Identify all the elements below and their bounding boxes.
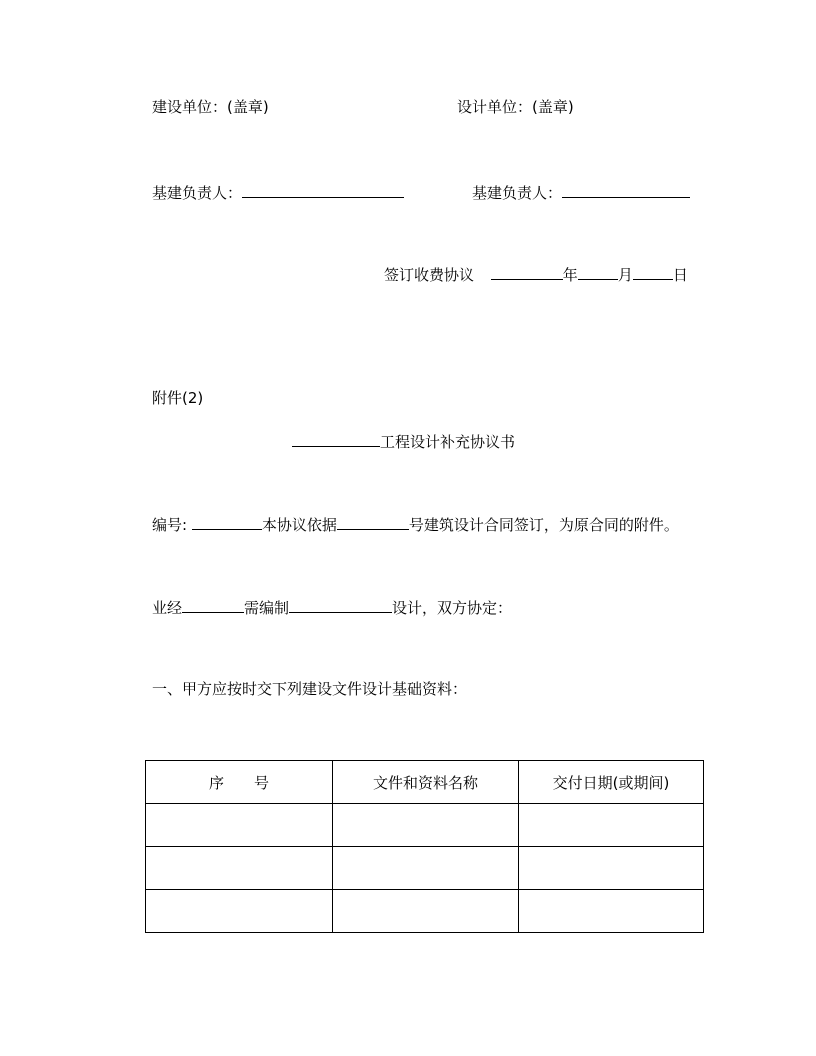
column-header-delivery-date: 交付日期(或期间) — [519, 761, 704, 804]
party-b-person-label: 基建负责人： — [472, 184, 563, 202]
party-a-person-label: 基建负责人： — [152, 184, 243, 202]
design-type-blank[interactable] — [289, 596, 392, 613]
party-b-seal-label: 设计单位：(盖章) — [457, 98, 574, 116]
sign-month-blank[interactable] — [578, 263, 618, 280]
table-row — [146, 804, 704, 847]
approval-blank[interactable] — [182, 596, 244, 613]
number-label: 编号: — [152, 516, 188, 534]
table-cell[interactable] — [519, 804, 704, 847]
project-name-blank[interactable] — [292, 430, 380, 447]
column-header-doc-name: 文件和资料名称 — [333, 761, 519, 804]
contract-text: 号建筑设计合同签订，为原合同的附件。 — [408, 516, 679, 534]
sign-year-blank[interactable] — [491, 263, 563, 280]
middle-text: 需编制 — [244, 599, 290, 617]
clause-1: 一、甲方应按时交下列建设文件设计基础资料： — [152, 680, 468, 698]
doc-title-row — [292, 430, 515, 452]
table-cell[interactable] — [519, 847, 704, 890]
sign-day-label: 日 — [672, 266, 688, 284]
party-a-person-blank[interactable] — [242, 181, 404, 198]
table-row — [146, 847, 704, 890]
sign-day-blank[interactable] — [633, 263, 673, 280]
table-cell[interactable] — [146, 847, 333, 890]
sign-date-label: 签订收费协议 — [384, 266, 475, 284]
sign-month-label: 月 — [617, 266, 633, 284]
contract-number-blank[interactable] — [337, 513, 409, 530]
table-cell[interactable] — [146, 890, 333, 933]
column-header-number: 序 号 — [146, 761, 333, 804]
paragraph-design-row — [152, 596, 512, 618]
table-row — [146, 890, 704, 933]
table-header-row — [146, 761, 704, 804]
party-b-person-blank[interactable] — [562, 181, 690, 198]
sign-date-row — [384, 263, 688, 285]
doc-title: 工程设计补充协议书 — [380, 433, 516, 451]
prefix-text: 业经 — [152, 599, 183, 617]
party-a-person-row — [152, 181, 404, 203]
table-cell[interactable] — [333, 890, 519, 933]
basis-text: 本协议依据 — [261, 516, 337, 534]
attachment-label: 附件(2) — [152, 389, 204, 407]
party-b-person-row — [472, 181, 690, 203]
table-cell[interactable] — [519, 890, 704, 933]
table-cell[interactable] — [146, 804, 333, 847]
party-a-seal-label: 建设单位：(盖章) — [152, 98, 269, 116]
documents-table — [145, 760, 704, 933]
paragraph-number-row — [152, 513, 679, 535]
suffix-text: 设计，双方协定： — [392, 599, 513, 617]
table-cell[interactable] — [333, 847, 519, 890]
number-blank[interactable] — [192, 513, 262, 530]
sign-year-label: 年 — [562, 266, 578, 284]
table-cell[interactable] — [333, 804, 519, 847]
